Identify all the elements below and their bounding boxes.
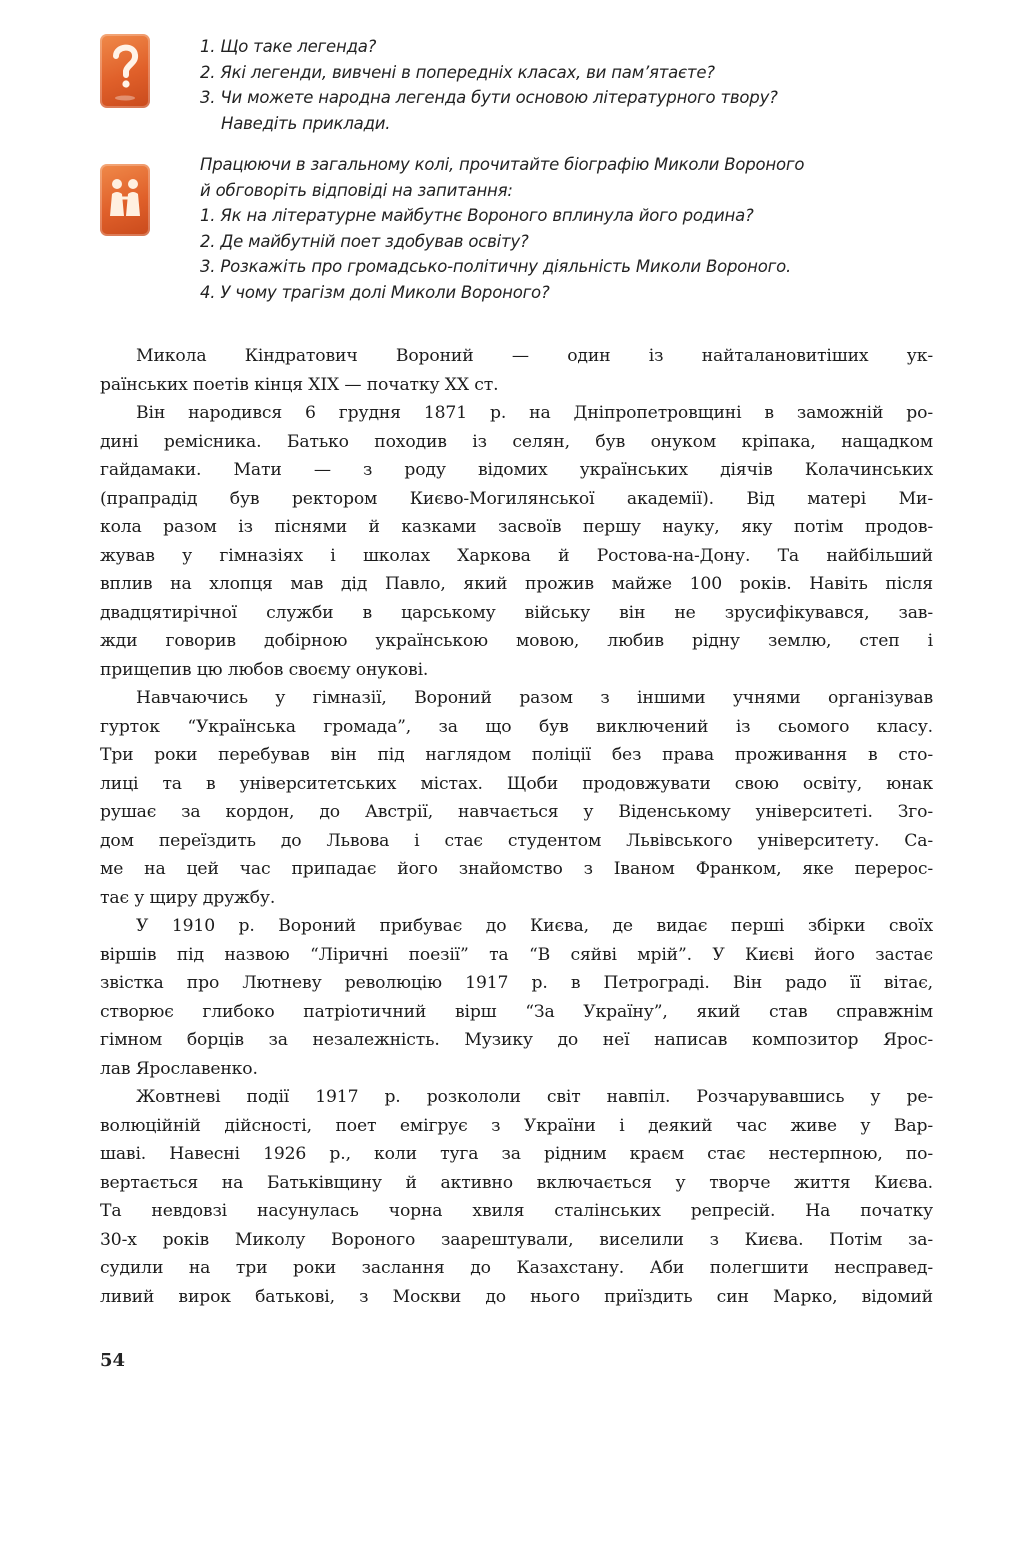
text-line: раїнських поетів кінця XIX — початку XX ст. xyxy=(100,374,499,395)
text-line: гайдамаки. Мати — з роду відомих українських діячів Колачинських xyxy=(100,460,933,480)
text-line: волюційній дійсності, поет емігрує з України і деякий час живе у Вар- xyxy=(100,1115,933,1136)
biography-text xyxy=(100,342,933,1311)
text-line: жди говорив добірною українською мовою, любив рідну землю, степ і xyxy=(100,631,933,651)
text-line: Жовтневі події 1917 р. розкололи світ навпіл. Розчарувавшись у ре- xyxy=(136,1087,933,1107)
text-line: Та невдовзі насунулась чорна хвиля сталінських репресій. На початку xyxy=(100,1201,933,1221)
text-line: вплив на хлопця мав дід Павло, який прожив майже 100 років. Навіть після xyxy=(100,574,933,594)
text-line: дині ремісника. Батько походив із селян, був онуком кріпака, нащадком xyxy=(100,431,933,452)
text-line: судили на три роки заслання до Казахстану. Аби полегшити несправед- xyxy=(100,1258,933,1278)
question-3: 3. Чи можете народна легенда бути основою літературного твору? xyxy=(200,88,778,107)
text-line: дом переїздить до Львова і стає студентом Львівського університету. Са- xyxy=(100,830,933,851)
question-3-cont: Наведіть приклади. xyxy=(221,113,391,133)
page-number: 54 xyxy=(100,1350,126,1371)
text-line: гімном борців за незалежність. Музику до неї написав композитор Ярос- xyxy=(100,1030,933,1050)
text-line: прищепив цю любов своєму онукові. xyxy=(100,659,429,680)
text-line: Три роки перебував він під наглядом поліції без права проживання в сто- xyxy=(100,745,933,765)
group-intro-line-1: Працюючи в загальному колі, прочитайте біографію Миколи Вороного xyxy=(200,155,805,174)
text-line: 30-х років Миколу Вороного заарештували, виселили з Києва. Потім за- xyxy=(100,1229,933,1250)
group-question-3: 3. Розкажіть про громадсько-політичну діяльність Миколи Вороного. xyxy=(200,257,792,276)
text-line: гурток “Українська громада”, за що був виключений із сьомого класу. xyxy=(100,716,933,737)
text-line: У 1910 р. Вороний прибуває до Києва, де видає перші збірки своїх xyxy=(136,916,933,936)
text-line: двадцятирічної служби в царському війську він не зрусифікувався, зав- xyxy=(100,602,933,623)
text-line: вертається на Батьківщину й активно включається у творче життя Києва. xyxy=(100,1172,933,1193)
text-line: ме на цей час припадає його знайомство з Іваном Франком, яке перерос- xyxy=(100,859,933,879)
group-work-list xyxy=(200,152,960,305)
text-line: (прапрадід був ректором Києво-Могилянської академії). Від матері Ми- xyxy=(100,488,933,509)
question-2: 2. Які легенди, вивчені в попередніх класах, ви пам’ятаєте? xyxy=(200,62,715,82)
text-line: шаві. Навесні 1926 р., коли туга за рідним краєм стає нестерпною, по- xyxy=(100,1144,933,1164)
group-question-1: 1. Як на літературне майбутнє Вороного вплинула його родина? xyxy=(200,206,754,225)
text-line: Микола Кіндратович Вороний — один із найталановитіших ук- xyxy=(136,346,933,366)
question-1: 1. Що таке легенда? xyxy=(200,37,377,56)
text-line: лав Ярославенко. xyxy=(100,1058,258,1079)
group-work-icon xyxy=(100,164,150,236)
text-line: тає у щиру дружбу. xyxy=(100,887,276,908)
question-mark-icon xyxy=(100,34,150,108)
text-line: жував у гімназіях і школах Харкова й Ростова-на-Дону. Та найбільший xyxy=(100,545,933,566)
text-line: Він народився 6 грудня 1871 р. на Дніпропетровщині в заможній ро- xyxy=(136,403,933,423)
text-line: кола разом із піснями й казками засвоїв першу науку, яку потім продов- xyxy=(100,517,933,537)
questions-list xyxy=(200,34,960,136)
text-line: рушає за кордон, до Австрії, навчається у Віденському університеті. Зго- xyxy=(100,802,933,822)
text-line: Навчаючись у гімназії, Вороний разом з іншими учнями організував xyxy=(136,688,933,708)
group-question-4: 4. У чому трагізм долі Миколи Вороного? xyxy=(200,282,550,302)
group-question-2: 2. Де майбутній поет здобував освіту? xyxy=(200,231,529,251)
text-line: віршів під назвою “Ліричні поезії” та “В сяйві мрій”. У Києві його застає xyxy=(100,944,933,965)
text-line: звістка про Лютневу революцію 1917 р. в Петрограді. Він радо її вітає, xyxy=(100,973,933,993)
group-intro-line-2: й обговоріть відповіді на запитання: xyxy=(200,180,513,200)
text-line: ливий вирок батькові, з Москви до нього приїздить син Марко, відомий xyxy=(100,1286,933,1307)
text-line: створює глибоко патріотичний вірш “За Україну”, який став справжнім xyxy=(100,1001,933,1022)
text-line: лиці та в університетських містах. Щоби продовжувати свою освіту, юнак xyxy=(100,773,933,794)
